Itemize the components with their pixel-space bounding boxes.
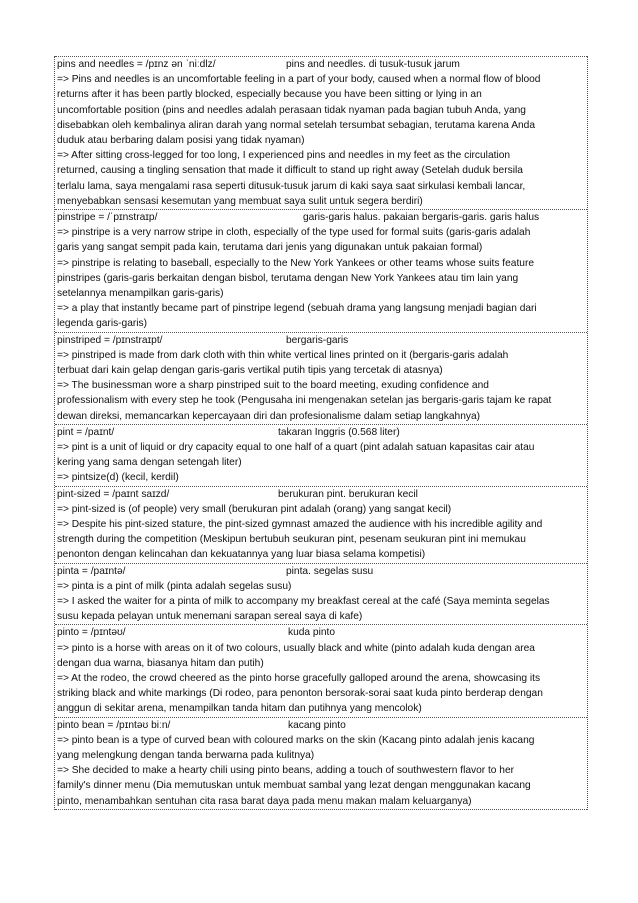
entry-line: professionalism with every step he took (Pengusaha ini mengenakan setelan jas bergaris-garis tajam ke rapat (57, 395, 552, 407)
vocabulary-sheet (54, 56, 588, 810)
entry-line: => The businessman wore a sharp pinstriped suit to the board meeting, exuding confidence and (57, 380, 489, 392)
entry-line: susu kepada pelayan untuk menemani sarapan sereal saya di kafe) (57, 611, 363, 623)
entry-line: terlalu lama, saya mengalami rasa seperti ditusuk-tusuk jarum di kaki saya saat sirkulasi kembali lancar, (57, 180, 526, 192)
entry-term: pins and needles = /pɪnz ən ˈniːdlz/ (57, 59, 216, 70)
entry-header (57, 625, 587, 640)
entry-translation: pins and needles. di tusuk-tusuk jarum (286, 59, 460, 70)
entry-translation: bergaris-garis (286, 334, 349, 346)
entry-header (57, 487, 587, 502)
entry-line: family's dinner menu (Dia memutuskan untuk membuat sambal yang lezat dengan menggunakan kacang (57, 780, 531, 792)
entry-line: => pint-sized is (of people) very small (berukuran pint adalah (orang) yang sangat kecil) (57, 503, 452, 515)
entry-line: => At the rodeo, the crowd cheered as the pinto horse gracefully galloped around the arena, showcasing its (57, 673, 541, 685)
entry-line: => Pins and needles is an uncomfortable feeling in a part of your body, caused when a normal flow of blood (57, 74, 541, 86)
entry-pinstripe (55, 209, 587, 332)
entry-pint (55, 424, 587, 486)
entry-line: anggun di sekitar arena, menampilkan tanda hitam dan putihnya yang mencolok) (57, 703, 422, 715)
entry-header (57, 564, 587, 579)
entry-translation: takaran Inggris (0.568 liter) (278, 426, 400, 438)
entry-term: pinstripe = /ˈpɪnstraɪp/ (57, 212, 158, 224)
entry-line: => pinstripe is relating to baseball, especially to the New York Yankees or other teams whose suits feature (57, 257, 535, 269)
entry-term: pint-sized = /paɪnt saɪzd/ (57, 488, 170, 500)
entry-line: garis yang sangat sempit pada kain, terutama dari jenis yang digunakan untuk pakaian formal) (57, 242, 483, 254)
entry-pinto (55, 624, 587, 716)
entry-line: => a play that instantly became part of pinstripe legend (sebuah drama yang langsung menjadi bagian dari (57, 303, 537, 315)
entry-line: => pinstripe is a very narrow stripe in cloth, especially of the type used for formal suits (garis-garis adalah (57, 227, 531, 239)
entry-line: => She decided to make a hearty chili using pinto beans, adding a touch of southwestern flavor to her (57, 765, 515, 777)
entry-header (57, 425, 587, 440)
entry-line: => pinta is a pint of milk (pinta adalah segelas susu) (57, 580, 292, 592)
entry-header (57, 210, 587, 225)
entry-line: returned, causing a tingling sensation that made it difficult to stand up right away (Setelah duduk bersila (57, 165, 523, 177)
entry-line: terbuat dari kain gelap dengan garis-garis vertikal putih tipis yang tercetak di atasnya) (57, 365, 443, 377)
entry-line: returns after it has been partly blocked, especially because you have been sitting or lying in an (57, 89, 482, 101)
entry-translation: pinta. segelas susu (286, 565, 374, 577)
entry-term: pinstriped = /pɪnstraɪpt/ (57, 334, 163, 346)
entry-line: penonton dengan kelincahan dan kekuatannya yang luar biasa selama kompetisi) (57, 549, 426, 561)
entry-pint-sized (55, 486, 587, 563)
entry-line: => I asked the waiter for a pinta of milk to accompany my breakfast cereal at the café (Saya meminta segelas (57, 596, 550, 608)
entry-line: pinstripes (garis-garis berkaitan dengan bisbol, terutama dengan New York Yankees atau tim lain yang (57, 272, 519, 284)
entry-line: => pinstriped is made from dark cloth with thin white vertical lines printed on it (bergaris-garis adalah (57, 349, 509, 361)
entry-line: dewan direksi, memancarkan kepercayaan diri dan profesionalisme dalam setiap langkahnya) (57, 410, 481, 422)
entry-line: => After sitting cross-legged for too long, I experienced pins and needles in my feet as the circulation (57, 150, 511, 162)
entry-line: yang melengkung dengan tanda berwarna pada kulitnya) (57, 750, 315, 762)
entry-header (57, 718, 587, 733)
entry-term: pint = /paɪnt/ (57, 426, 115, 438)
entry-pinta (55, 563, 587, 625)
entry-term: pinto bean = /pɪntəʊ biːn/ (57, 719, 171, 731)
entry-translation: garis-garis halus. pakaian bergaris-garis. garis halus (303, 212, 540, 224)
entry-pins-and-needles (55, 56, 587, 209)
entry-line: duduk atau berbaring dalam posisi yang tidak nyaman) (57, 135, 305, 146)
entry-header (57, 333, 587, 348)
entry-line: dengan dua warna, biasanya hitam dan putih) (57, 657, 264, 669)
entry-line: => pinto is a horse with areas on it of two colours, usually black and white (pinto adalah kuda dengan area (57, 642, 535, 654)
entry-line: menyebabkan sensasi kesemutan yang membuat saya sulit untuk segera berdiri) (57, 195, 423, 207)
entry-header (57, 57, 587, 72)
entry-translation: kuda pinto (288, 627, 336, 639)
entry-term: pinto = /pɪntəʊ/ (57, 627, 126, 639)
entry-line: setelannya menampilkan garis-garis) (57, 288, 224, 300)
entry-line: => pint is a unit of liquid or dry capacity equal to one half of a quart (pint adalah satuan kapasitas cair atau (57, 442, 535, 454)
entry-line: disebabkan oleh kembalinya aliran darah yang normal setelah tersumbat sebagian, terutama karena Anda (57, 119, 535, 131)
entry-pinstriped (55, 332, 587, 424)
entry-line: => Despite his pint-sized stature, the pint-sized gymnast amazed the audience with his incredible agility and (57, 519, 543, 531)
entry-line: legenda garis-garis) (57, 318, 148, 330)
entry-line: => pintsize(d) (kecil, kerdil) (57, 472, 179, 484)
entry-translation: berukuran pint. berukuran kecil (278, 488, 418, 500)
entry-line: uncomfortable position (pins and needles adalah perasaan tidak nyaman pada bagian tubuh Anda, yang (57, 104, 526, 116)
entry-translation: kacang pinto (288, 719, 346, 731)
entry-line: strength during the competition (Meskipun bertubuh seukuran pint, pesenam seukuran pint ini memukau (57, 534, 526, 546)
entry-pinto-bean (55, 717, 587, 810)
entry-term: pinta = /paɪntə/ (57, 565, 126, 577)
entry-line: pinto, menambahkan sentuhan cita rasa barat daya pada menu makan malam keluarganya) (57, 795, 472, 807)
entry-line: kering yang sama dengan setengah liter) (57, 457, 242, 469)
entry-line: striking black and white markings (Di rodeo, para penonton bersorak-sorai saat kuda pinto berderap dengan (57, 688, 543, 700)
entry-line: => pinto bean is a type of curved bean with coloured marks on the skin (Kacang pinto adalah jenis kacang (57, 734, 535, 746)
